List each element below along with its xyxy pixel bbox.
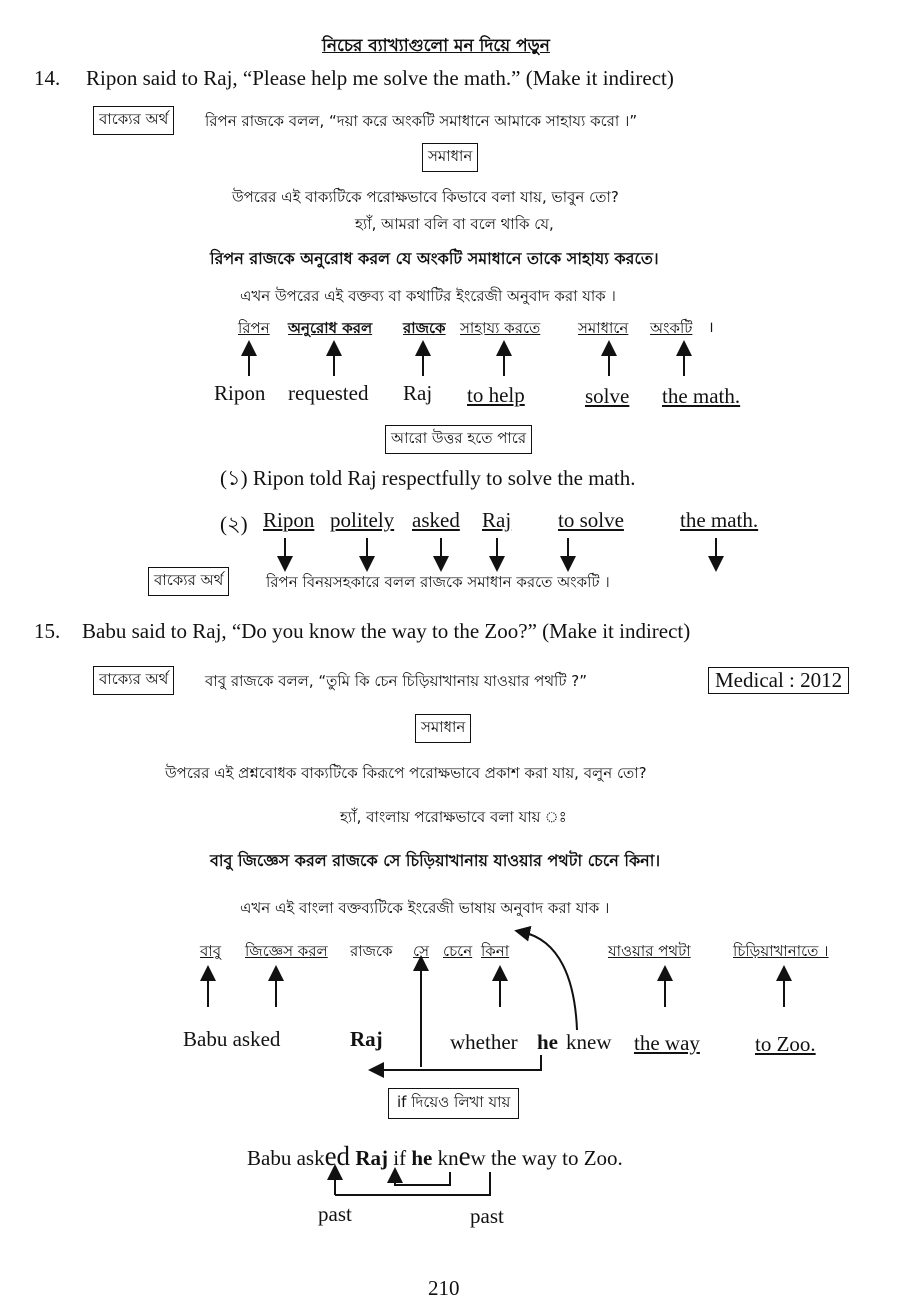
bn-word: অংকটি [650, 319, 693, 337]
word-part: ed [324, 1141, 351, 1171]
explanation-line: এখন উপরের এই বক্তব্য বা কথাটির ইংরেজী অনুবাদ করা যাক । [240, 287, 616, 305]
meaning-text: রিপন রাজকে বলল, “দয়া করে অংকটি সমাধানে আমাকে সাহায্য করো ।” [205, 112, 638, 130]
en-word: the math. [662, 384, 741, 408]
en-word: Raj [403, 381, 433, 405]
en-word: the way [634, 1031, 700, 1055]
bn-word: সে [413, 942, 429, 960]
en-word: Raj [482, 508, 512, 532]
bracket-arrow-icon [376, 1055, 541, 1070]
question-text: Babu said to Raj, “Do you know the way to the Zoo?” (Make it indirect) [82, 619, 691, 643]
bn-word: চিড়িয়াখানাতে । [733, 942, 829, 960]
more-answers-box: আরো উত্তর হতে পারে [385, 425, 532, 454]
explanation-line: উপরের এই প্রশ্নবোধক বাক্যটিকে কিরূপে পরোক্ষভাবে প্রকাশ করা যায়, বলুন তো? [165, 764, 647, 782]
solution-label-box: সমাধান [415, 714, 471, 743]
word-part: e [458, 1141, 471, 1171]
bengali-indirect-sentence: বাবু জিজ্ঞেস করল রাজকে সে চিড়িয়াখানায় যাওয়ার পথটা চেনে কিনা। [210, 851, 661, 870]
bracket-line [335, 1172, 490, 1195]
bn-word: রাজকে [350, 942, 393, 960]
bn-word: যাওয়ার পথটা [608, 942, 691, 960]
en-word: requested [288, 381, 369, 405]
page-number: 210 [428, 1276, 460, 1300]
bn-word: রাজকে [403, 319, 446, 337]
en-word: whether [450, 1030, 518, 1054]
word-part: w the way to Zoo. [470, 1146, 623, 1170]
bn-word: । [708, 318, 714, 336]
word-part: kn [437, 1146, 459, 1170]
en-word: Raj [350, 1027, 383, 1051]
en-word: he [537, 1030, 558, 1054]
bn-word: জিজ্ঞেস করল [245, 942, 328, 960]
solution-label-box: সমাধান [422, 143, 478, 172]
bn-word: সাহায্য করতে [460, 319, 541, 337]
alt-answer-number: (২) [220, 512, 248, 536]
en-word: Ripon [214, 381, 266, 405]
en-word: Ripon [263, 508, 315, 532]
bn-word: চেনে [443, 942, 473, 960]
past-label: past [318, 1202, 352, 1226]
en-word: politely [330, 508, 395, 532]
page-heading: নিচের ব্যাখ্যাগুলো মন দিয়ে পড়ুন [322, 36, 550, 56]
en-word: Babu asked [183, 1027, 281, 1051]
bn-word: অনুরোধ করল [288, 319, 373, 337]
bengali-indirect-sentence: রিপন রাজকে অনুরোধ করল যে অংকটি সমাধানে তাকে সাহায্য করতে। [210, 249, 659, 268]
exam-tag: Medical : 2012 [708, 667, 849, 694]
bn-word: রিপন [238, 319, 270, 337]
meaning-label-box: বাক্যের অর্থ [148, 567, 229, 596]
meaning-label-box: বাক্যের অর্থ [93, 106, 174, 135]
en-word: knew [566, 1030, 612, 1054]
explanation-line: হ্যাঁ, আমরা বলি বা বলে থাকি যে, [355, 215, 554, 233]
explanation-line: হ্যাঁ, বাংলায় পরোক্ষভাবে বলা যায় ঃ [340, 808, 567, 826]
en-word: to Zoo. [755, 1032, 816, 1056]
explanation-line: উপরের এই বাক্যটিকে পরোক্ষভাবে কিভাবে বলা যায়, ভাবুন তো? [232, 188, 619, 206]
en-word: to help [467, 383, 525, 407]
explanation-line: এখন এই বাংলা বক্তব্যটিকে ইংরেজী ভাষায় অনুবাদ করা যাক । [240, 899, 610, 917]
question-number: 15. [34, 619, 61, 643]
question-text: Ripon said to Raj, “Please help me solve the math.” (Make it indirect) [86, 66, 674, 90]
meaning-label-box: বাক্যের অর্থ [93, 666, 174, 695]
meaning-text: বাবু রাজকে বলল, “তুমি কি চেন চিড়িয়াখানায় যাওয়ার পথটি ?” [205, 672, 588, 690]
alt-answer-1: (১) Ripon told Raj respectfully to solve the math. [220, 466, 636, 490]
en-word: asked [412, 508, 460, 532]
word-part: Babu ask [247, 1146, 325, 1170]
curved-arrow-icon [522, 932, 577, 1030]
en-word: to solve [558, 508, 624, 532]
word-part: Raj [355, 1146, 388, 1170]
bn-word: বাবু [200, 942, 222, 960]
en-word: the math. [680, 508, 759, 532]
past-label: past [470, 1204, 504, 1228]
en-word: solve [585, 384, 630, 408]
bracket-arrow-icon [395, 1172, 450, 1185]
word-part: if [393, 1146, 407, 1170]
meaning-text: রিপন বিনয়সহকারে বলল রাজকে সমাধান করতে অংকটি । [266, 573, 610, 591]
bn-word: কিনা [481, 942, 510, 960]
word-part: he [411, 1146, 433, 1170]
question-number: 14. [34, 66, 61, 90]
bn-word: সমাধানে [578, 319, 629, 337]
if-alternative-label: if দিয়েও লিখা যায় [397, 1093, 511, 1111]
